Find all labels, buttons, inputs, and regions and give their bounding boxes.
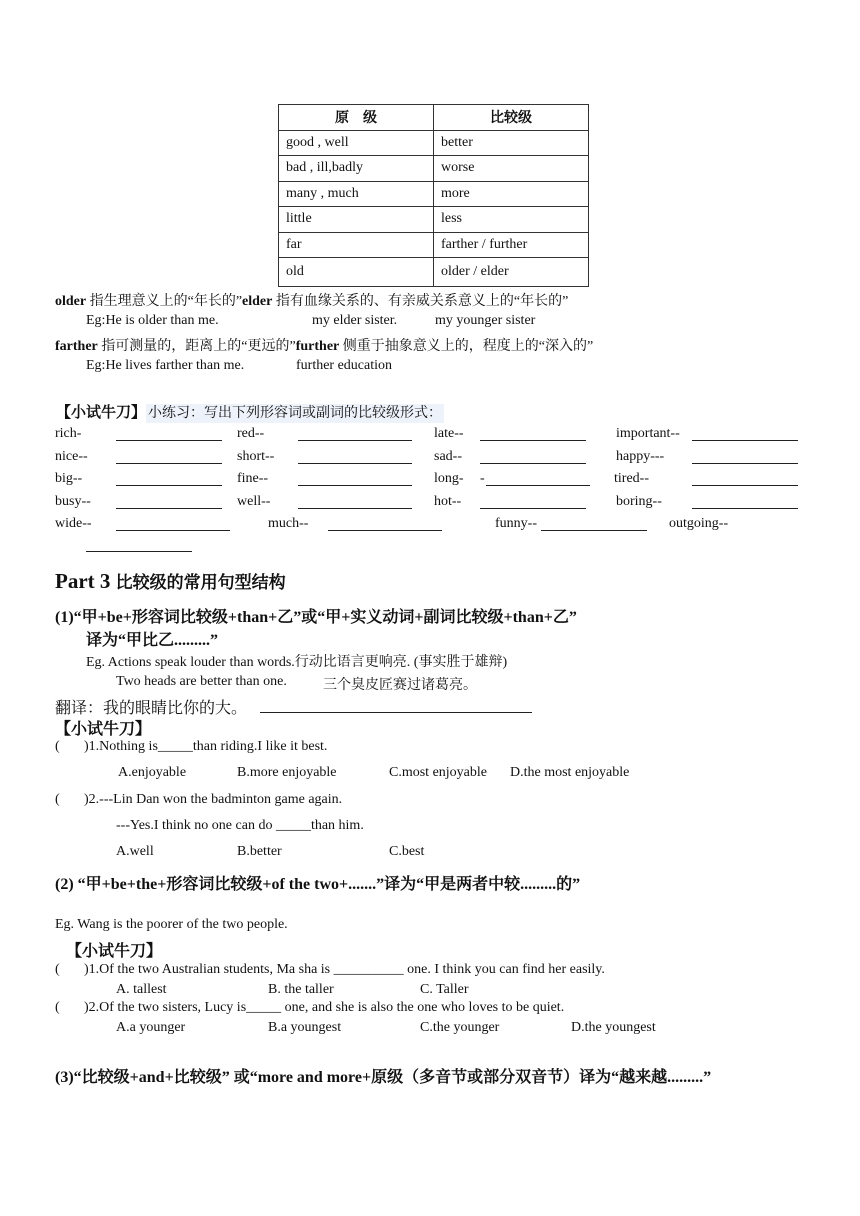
table-row bbox=[279, 207, 589, 233]
option-a[interactable]: A.a younger bbox=[116, 1020, 186, 1035]
answer-blank[interactable] bbox=[486, 473, 590, 486]
example-text: my elder sister. bbox=[312, 313, 398, 328]
section-title: (1)“甲+be+形容词比较级+than+乙”或“甲+实义动词+副词比较级+than+乙” bbox=[55, 609, 577, 626]
exercise-word: big-- bbox=[55, 471, 83, 486]
keyword-elder: elder bbox=[242, 294, 273, 309]
option-a[interactable]: A. tallest bbox=[116, 982, 167, 997]
example-text: Eg. Wang is the poorer of the two people. bbox=[55, 917, 288, 932]
table-cell: bad , ill,badly bbox=[279, 156, 434, 182]
answer-paren[interactable]: ( bbox=[55, 739, 60, 754]
exercise-heading bbox=[56, 401, 444, 422]
exercise-dash: - bbox=[480, 471, 485, 486]
exercise-word: late-- bbox=[434, 426, 464, 441]
exercise-word: fine-- bbox=[237, 471, 269, 486]
option-c[interactable]: C.the younger bbox=[420, 1020, 500, 1035]
quiz-title: 【小试牛刀】 bbox=[66, 943, 163, 960]
exercise-word: rich- bbox=[55, 426, 82, 441]
part-heading bbox=[55, 568, 286, 594]
example-text: Eg:He is older than me. bbox=[86, 313, 219, 328]
farther-further-note bbox=[55, 335, 593, 355]
answer-blank[interactable] bbox=[541, 518, 647, 531]
exercise-word: busy-- bbox=[55, 494, 91, 509]
part-label: Part 3 bbox=[55, 569, 111, 593]
answer-blank[interactable] bbox=[298, 428, 412, 441]
option-d[interactable]: D.the most enjoyable bbox=[510, 765, 630, 780]
answer-blank[interactable] bbox=[116, 473, 222, 486]
table-cell: far bbox=[279, 232, 434, 258]
note-text: 指生理意义上的“年长的” bbox=[86, 294, 243, 309]
table-cell: little bbox=[279, 207, 434, 233]
answer-blank[interactable] bbox=[480, 451, 586, 464]
exercise-word: funny-- bbox=[495, 516, 537, 531]
exercise-title: 【小试牛刀】 bbox=[56, 405, 147, 421]
answer-blank[interactable] bbox=[116, 428, 222, 441]
table-cell: old bbox=[279, 258, 434, 287]
exercise-hint: 小练习：写出下列形容词或副词的比较级形式： bbox=[148, 406, 443, 421]
question-text: )2.---Lin Dan won the badminton game again. bbox=[84, 792, 343, 807]
table-row bbox=[279, 130, 589, 156]
answer-blank[interactable] bbox=[86, 539, 192, 552]
answer-blank[interactable] bbox=[298, 473, 412, 486]
table-header-cell: 原 级 bbox=[279, 105, 434, 131]
answer-blank[interactable] bbox=[692, 496, 798, 509]
option-d[interactable]: D.the youngest bbox=[571, 1020, 656, 1035]
keyword-farther: farther bbox=[55, 339, 98, 354]
table-row bbox=[279, 181, 589, 207]
answer-blank[interactable] bbox=[480, 428, 586, 441]
answer-paren[interactable]: ( bbox=[55, 962, 60, 977]
keyword-older: older bbox=[55, 294, 87, 309]
answer-paren[interactable]: ( bbox=[55, 1000, 60, 1015]
example-text: 三个臭皮匠赛过诸葛亮。 bbox=[323, 678, 477, 693]
option-b[interactable]: B.a youngest bbox=[268, 1020, 342, 1035]
question-text: ---Yes.I think no one can do _____than him. bbox=[116, 818, 364, 833]
option-c[interactable]: C.most enjoyable bbox=[389, 765, 487, 780]
section-title: (3)“比较级+and+比较级” 或“more and more+原级（多音节或部分双音节）译为“越来越.........” bbox=[55, 1069, 712, 1086]
exercise-word: hot-- bbox=[434, 494, 462, 509]
part-title: 比较级的常用句型结构 bbox=[115, 573, 286, 592]
example-text: Eg:He lives farther than me. bbox=[86, 358, 245, 373]
answer-blank[interactable] bbox=[116, 451, 222, 464]
option-c[interactable]: C.best bbox=[389, 844, 425, 859]
section-title: (2) “甲+be+the+形容词比较级+of the two+.......”译为“甲是两者中较.........的” bbox=[55, 876, 581, 893]
answer-blank[interactable] bbox=[692, 428, 798, 441]
answer-blank[interactable] bbox=[692, 451, 798, 464]
keyword-further: further bbox=[295, 339, 340, 354]
example-text: further education bbox=[296, 358, 393, 373]
answer-blank[interactable] bbox=[328, 518, 442, 531]
option-a[interactable]: A.well bbox=[116, 844, 154, 859]
exercise-word: boring-- bbox=[616, 494, 662, 509]
exercise-word: outgoing-- bbox=[669, 516, 729, 531]
answer-blank[interactable] bbox=[116, 518, 230, 531]
option-c[interactable]: C. Taller bbox=[420, 982, 469, 997]
section-translation: 译为“甲比乙.........” bbox=[86, 632, 219, 649]
table-row bbox=[279, 232, 589, 258]
exercise-word: long- bbox=[434, 471, 464, 486]
exercise-word: sad-- bbox=[434, 449, 462, 464]
answer-blank[interactable] bbox=[480, 496, 586, 509]
exercise-word: red-- bbox=[237, 426, 265, 441]
exercise-word: important-- bbox=[616, 426, 680, 441]
exercise-word: much-- bbox=[268, 516, 309, 531]
table-cell: farther / further bbox=[434, 232, 589, 258]
option-b[interactable]: B.more enjoyable bbox=[237, 765, 337, 780]
table-header-row bbox=[279, 105, 589, 131]
table-cell: less bbox=[434, 207, 589, 233]
table-row bbox=[279, 156, 589, 182]
answer-blank[interactable] bbox=[692, 473, 798, 486]
note-text: 侧重于抽象意义上的，程度上的“深入的” bbox=[339, 339, 594, 354]
table-cell: good , well bbox=[279, 130, 434, 156]
table-cell: more bbox=[434, 181, 589, 207]
comparison-table bbox=[278, 104, 589, 287]
example-text: Eg. Actions speak louder than words.行动比语言更响亮. (事实胜于雄辩) bbox=[86, 655, 508, 670]
exercise-word: short-- bbox=[237, 449, 275, 464]
quiz-title: 【小试牛刀】 bbox=[55, 721, 152, 738]
option-b[interactable]: B. the taller bbox=[268, 982, 334, 997]
exercise-word: tired-- bbox=[614, 471, 649, 486]
exercise-word: wide-- bbox=[55, 516, 92, 531]
option-a[interactable]: A.enjoyable bbox=[118, 765, 187, 780]
table-row bbox=[279, 258, 589, 287]
question-text: )1.Of the two Australian students, Ma sha is __________ one. I think you can find her easily. bbox=[84, 962, 605, 977]
answer-blank[interactable] bbox=[298, 451, 412, 464]
exercise-word: well-- bbox=[237, 494, 271, 509]
note-text: 指有血缘关系的、有亲威关系意义上的“年长的” bbox=[272, 294, 569, 309]
exercise-word: happy--- bbox=[616, 449, 665, 464]
question-text: )1.Nothing is_____than riding.I like it best. bbox=[84, 739, 328, 754]
table-cell: older / elder bbox=[434, 258, 589, 287]
answer-blank[interactable] bbox=[116, 496, 222, 509]
question-text: )2.Of the two sisters, Lucy is_____ one, and she is also the one who loves to be quiet. bbox=[84, 1000, 565, 1015]
translation-prompt: 翻译：我的眼睛比你的大。 bbox=[55, 700, 248, 717]
table-cell: many , much bbox=[279, 181, 434, 207]
example-text: Two heads are better than one. bbox=[116, 674, 287, 689]
option-b[interactable]: B.better bbox=[237, 844, 282, 859]
answer-paren[interactable]: ( bbox=[55, 792, 60, 807]
note-text: 指可测量的，距离上的“更远的” bbox=[97, 339, 296, 354]
table-cell: worse bbox=[434, 156, 589, 182]
table-cell: better bbox=[434, 130, 589, 156]
table-header-cell: 比较级 bbox=[434, 105, 589, 131]
example-text: my younger sister bbox=[435, 313, 536, 328]
older-elder-note bbox=[55, 290, 568, 310]
exercise-word: nice-- bbox=[55, 449, 88, 464]
translation-answer-blank[interactable] bbox=[260, 697, 532, 713]
answer-blank[interactable] bbox=[298, 496, 412, 509]
